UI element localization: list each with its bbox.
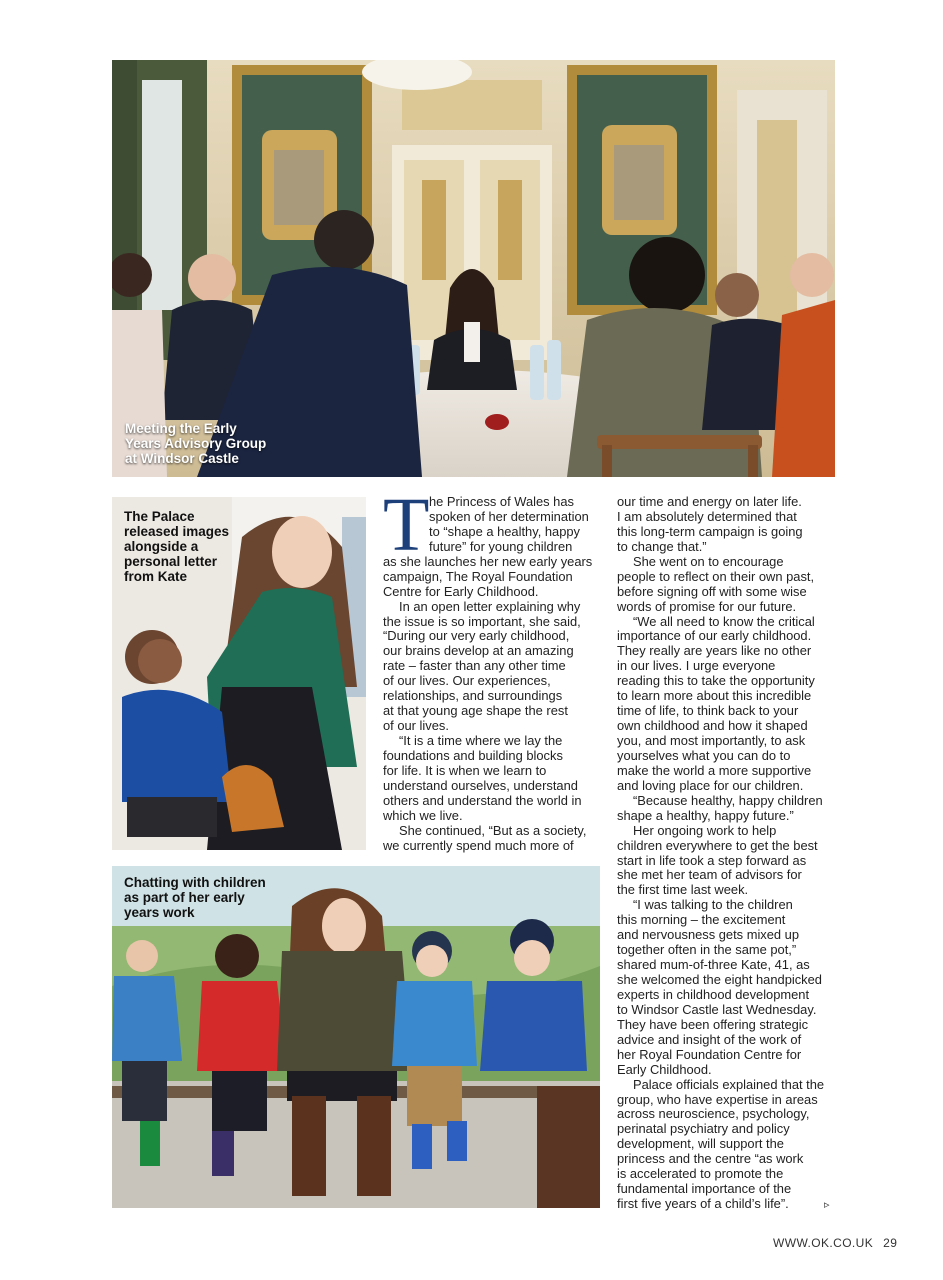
text-line: the first time last week. <box>617 882 749 898</box>
text-line: she met her team of advisors for <box>617 867 802 883</box>
text-line: fundamental importance of the <box>617 1181 792 1197</box>
caption-line: personal letter <box>124 554 218 569</box>
text-line: make the world a more supportive <box>617 762 812 778</box>
text-line: at that young age shape the rest <box>383 703 568 719</box>
text-line: of our lives. Our experiences, <box>383 673 551 689</box>
text-line: to change that.” <box>617 538 707 554</box>
page-number: 29 <box>883 1236 898 1250</box>
text-line: she welcomed the eight handpicked <box>617 972 822 987</box>
text-line: the issue is so important, she said, <box>383 613 581 629</box>
text-line: to “shape a healthy, happy <box>429 523 580 539</box>
text-line: Early Childhood. <box>617 1061 712 1077</box>
text-line: you, and most importantly, to ask <box>617 733 806 748</box>
text-line: advice and insight of the work of <box>617 1031 802 1047</box>
text-line: She continued, “But as a society, <box>399 822 587 838</box>
text-line: rate – faster than any other time <box>383 658 566 674</box>
text-line: our time and energy on later life. <box>617 494 802 509</box>
text-line: is accelerated to promote the <box>617 1166 784 1182</box>
text-line: future” for young children <box>429 538 573 554</box>
caption-line: released images <box>124 524 230 539</box>
article-column-1 <box>383 483 608 854</box>
text-line: Her ongoing work to help <box>633 822 777 838</box>
text-line: before signing off with some wise <box>617 583 807 599</box>
text-line: experts in childhood development <box>617 986 810 1002</box>
text-line: time of life, to think back to your <box>617 703 799 719</box>
caption-line: alongside a <box>124 539 199 554</box>
text-line: “It is a time where we lay the <box>399 733 563 748</box>
text-line: we currently spend much more of <box>383 837 574 853</box>
text-line: importance of our early childhood. <box>617 628 812 644</box>
caption-line: Chatting with children <box>124 875 266 890</box>
caption-line: years work <box>124 905 195 920</box>
text-line: and loving place for our children. <box>617 777 804 793</box>
end-mark-icon: ▹ <box>824 1199 830 1211</box>
text-line: foundations and building blocks <box>383 747 563 763</box>
text-line: understand ourselves, understand <box>383 777 578 793</box>
text-line: start in life took a step forward as <box>617 852 807 868</box>
footer-url: WWW.OK.CO.UK <box>773 1236 874 1250</box>
text-line: reading this to take the opportunity <box>617 673 815 689</box>
text-line: first five years of a child’s life”. <box>617 1196 789 1212</box>
drop-cap: T <box>383 483 430 567</box>
text-line: in our lives. I urge everyone <box>617 658 776 674</box>
article-column-2 <box>617 495 839 1212</box>
text-line: She went on to encourage <box>633 553 784 569</box>
text-line: Centre for Early Childhood. <box>383 583 539 599</box>
text-line: own childhood and how it shaped <box>617 718 808 734</box>
text-line: shared mum-of-three Kate, 41, as <box>617 957 810 973</box>
text-line: for life. It is when we learn to <box>383 762 547 778</box>
text-line: this morning – the excitement <box>617 912 786 928</box>
caption-line: at Windsor Castle <box>125 451 239 466</box>
text-line: to Windsor Castle last Wednesday. <box>617 1001 817 1017</box>
caption-advisory-meeting <box>125 421 266 466</box>
text-line: relationships, and surroundings <box>383 688 563 704</box>
text-line: together often in the same pot,” <box>617 942 797 958</box>
text-line: princess and the centre “as work <box>617 1151 804 1167</box>
caption-line: from Kate <box>124 569 188 584</box>
caption-children-bench <box>124 875 266 920</box>
caption-kate-with-child <box>124 509 229 584</box>
text-line: our brains develop at an amazing <box>383 643 574 659</box>
text-line: children everywhere to get the best <box>617 837 818 853</box>
page-footer <box>773 1236 897 1250</box>
text-line: development, will support the <box>617 1136 784 1152</box>
text-line: In an open letter explaining why <box>399 598 581 614</box>
text-line: he Princess of Wales has <box>429 494 574 509</box>
text-line: They really are years like no other <box>617 643 812 659</box>
text-line: of our lives. <box>383 718 449 734</box>
text-line: her Royal Foundation Centre for <box>617 1046 802 1062</box>
text-line: spoken of her determination <box>429 508 589 524</box>
photo-advisory-meeting-image <box>112 60 835 477</box>
text-line: people to reflect on their own past, <box>617 568 815 584</box>
text-line: They have been offering strategic <box>617 1016 809 1032</box>
text-line: Palace officials explained that the <box>633 1076 825 1092</box>
text-line: shape a healthy, happy future.” <box>617 807 794 823</box>
text-line: “Because healthy, happy children <box>633 792 823 808</box>
photo-advisory-meeting <box>112 60 835 477</box>
caption-line: Meeting the Early <box>125 421 237 436</box>
text-line: across neuroscience, psychology, <box>617 1106 810 1122</box>
caption-line: as part of her early <box>124 890 245 905</box>
text-line: campaign, The Royal Foundation <box>383 568 573 584</box>
text-line: I am absolutely determined that <box>617 508 797 524</box>
text-line: yourselves what you can do to <box>617 747 791 763</box>
text-line: which we live. <box>383 807 463 823</box>
text-line: “I was talking to the children <box>633 897 793 913</box>
text-line: perinatal psychiatry and policy <box>617 1121 790 1137</box>
text-line: group, who have expertise in areas <box>617 1091 818 1107</box>
text-line: “We all need to know the critical <box>633 613 815 629</box>
text-line: this long-term campaign is going <box>617 523 803 539</box>
text-line: words of promise for our future. <box>617 598 797 614</box>
text-line: and nervousness gets mixed up <box>617 927 800 943</box>
text-line: to learn more about this incredible <box>617 688 812 704</box>
text-line: others and understand the world in <box>383 792 582 808</box>
text-line: as she launches her new early years <box>383 553 593 569</box>
text-line: “During our very early childhood, <box>383 628 570 644</box>
caption-line: The Palace <box>124 509 195 524</box>
caption-line: Years Advisory Group <box>125 436 267 451</box>
